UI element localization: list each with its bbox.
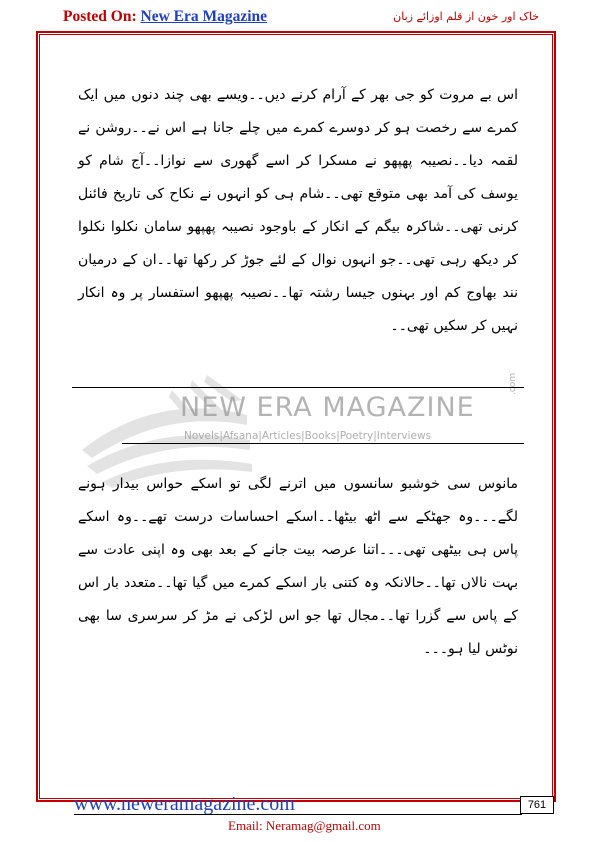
posted-on-header [63,8,267,26]
watermark-subtitle: Novels|Afsana|Articles|Books|Poetry|Interviews [184,430,432,442]
watermark-title: NEW ERA MAGAZINE [180,392,475,423]
footer-email[interactable]: Email: Neramag@gmail.com [228,818,381,833]
footer-divider [74,814,522,815]
watermark-dotcom: .com [508,372,518,395]
story-paragraph-2: مانوس سی خوشبو سانسوں میں اترنے لگی تو اسکے حواس بیدار ہونے لگے۔۔۔وہ جھٹکے سے اٹھ بیٹھا۔۔اسکے احساسات درست تھے۔۔وہ اسکے پاس ہی بیٹھی تھی۔۔۔اتنا عرصہ بیت جانے کے بعد بھی وہ اپنی عادت سے بہت نالاں تھا۔۔حالانکہ وہ کتنی بار اسکے کمرے میں گیا تھا۔۔متعدد بار اس کے پاس سے گزرا تھا۔۔مجال تھا جو اس لڑکی نے مڑ کر سرسری سا بھی نوٹس لیا ہو۔۔۔ [78,476,518,657]
page-number: 761 [520,796,554,814]
story-credit: خاک اور خون از قلم اوزائے زبان [393,10,539,23]
footer-website-link[interactable]: www.neweramagazine.com [74,793,295,815]
magazine-link[interactable]: New Era Magazine [140,8,268,25]
story-paragraph-1: اس بے مروت کو جی بھر کے آرام کرنے دیں۔۔ویسے بھی چند دنوں میں ایک کمرے سے رخصت ہو کر دوسرے کمرے میں چلے جانا ہے اس نے۔۔روشن نے لقمہ دیا۔۔نصیبہ پھپھو نے مسکرا کر اسے گھوری سے نوازا۔۔آج شام کو یوسف کی آمد بھی متوقع تھی۔۔شام ہی کو انہوں نے نکاح کی تاریخ فائنل کرنی تھی۔۔شاکرہ بیگم کے انکار کے باوجود نصیبہ پھپھو سامان نکلوا نکلوا کر دیکھ رہی تھی۔۔جو انہوں نوال کے لئے جوڑ کر رکھا تھا۔۔ان کے درمیان نند بھاوج کم اور بہنوں جیسا رشتہ تھا۔۔نصیبہ پھپھو استفسار پر وہ انکار نہیں کر سکیں تھی۔۔ [78,87,518,334]
section-divider-secondary [122,443,524,444]
posted-on-label: Posted On: [63,8,141,25]
section-divider [72,387,524,388]
